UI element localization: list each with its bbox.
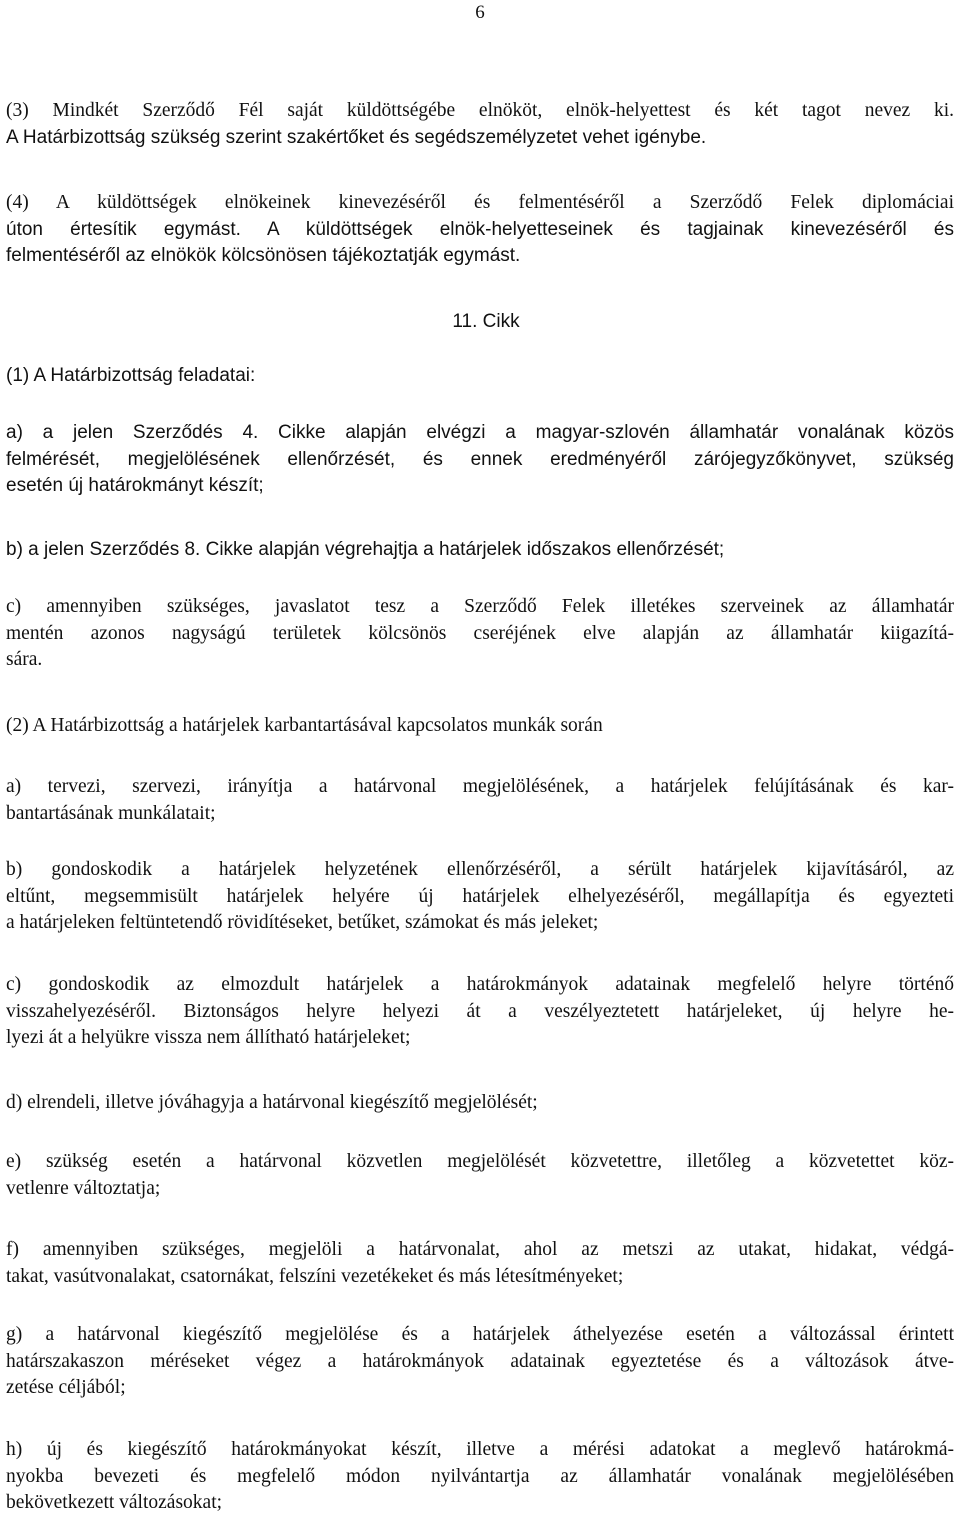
paragraph-line: sára. (6, 649, 43, 670)
paragraph-line: a határjeleken feltüntetendő rövidítéseket, betűket, számokat és más jeleket; (6, 912, 599, 933)
paragraph-2f (6, 1237, 954, 1290)
paragraph-line: zetése céljából; (6, 1377, 126, 1398)
paragraph-line: takat, vasútvonalakat, csatornákat, felszíni vezetékeket és más létesítményeket; (6, 1265, 624, 1287)
paragraph-line: visszahelyezéséről. Biztonságos helyre helyezi át a veszélyeztetett határjeleket, új helyre he- (6, 1000, 954, 1022)
paragraph-line: a) a jelen Szerződés 4. Cikke alapján elvégzi a magyar-szlovén államhatár vonalának közös (6, 422, 954, 443)
paragraph-line: b) gondoskodik a határjelek helyzetének ellenőrzéséről, a sérült határjelek kijavításáról, az (6, 859, 954, 880)
section-1-intro: (1) A Határbizottság feladatai: (6, 365, 256, 386)
paragraph-line: g) a határvonal kiegészítő megjelölése és a határjelek áthelyezése esetén a változással érintett (6, 1324, 954, 1345)
paragraph-line: bekövetkezett változásokat; (6, 1492, 223, 1513)
paragraph-line: (3) Mindkét Szerződő Fél saját küldöttségébe elnököt, elnök-helyettest és két tagot nevez ki. (6, 100, 954, 121)
paragraph-line: c) gondoskodik az elmozdult határjelek a határokmányok adatainak megfelelő helyre történő (6, 974, 954, 995)
paragraph-line: c) amennyiben szükséges, javaslatot tesz a Szerződő Felek illetékes szerveinek az államhatár (6, 596, 954, 617)
page-number: 6 (475, 2, 485, 23)
paragraph-line: mentén azonos nagyságú területek kölcsönös cseréjének elve alapján az államhatár kiigazítá- (6, 622, 954, 644)
paragraph-2c (6, 972, 954, 1052)
paragraph-line: (2) A Határbizottság a határjelek karbantartásával kapcsolatos munkák során (6, 715, 603, 736)
paragraph-1b: b) a jelen Szerződés 8. Cikke alapján végrehajtja a határjelek időszakos ellenőrzését; (6, 539, 725, 560)
paragraph-line: h) új és kiegészítő határokmányokat készít, illetve a mérési adatokat a meglevő határokmá- (6, 1439, 954, 1460)
section-2-intro (6, 713, 954, 740)
paragraph-line: d) elrendeli, illetve jóváhagyja a határvonal kiegészítő megjelölését; (6, 1092, 538, 1113)
paragraph-line: f) amennyiben szükséges, megjelöli a határvonalat, ahol az metszi az utakat, hidakat, védgá- (6, 1239, 954, 1260)
paragraph-line: a) tervezi, szervezi, irányítja a határvonal megjelölésének, a határjelek felújításának és kar- (6, 776, 954, 797)
article-heading: 11. Cikk (452, 311, 520, 332)
paragraph-line: bantartásának munkálatait; (6, 802, 216, 824)
paragraph-4 (6, 190, 954, 270)
paragraph-line: nyokba bevezeti és megfelelő módon nyilvántartja az államhatár vonalának megjelölésében (6, 1465, 954, 1487)
paragraph-line: úton értesítik egymást. A küldöttségek elnök-helyetteseinek és tagjainak kinevezéséről és (6, 218, 954, 240)
paragraph-line: e) szükség esetén a határvonal közvetlen megjelölését közvetettre, illetőleg a közvetettet köz- (6, 1151, 954, 1172)
paragraph-line: (4) A küldöttségek elnökeinek kinevezéséről és felmentéséről a Szerződő Felek diplomáciai (6, 192, 954, 213)
paragraph-1a (6, 420, 954, 500)
paragraph-2e (6, 1149, 954, 1202)
paragraph-line: eltűnt, megsemmisült határjelek helyére új határjelek elhelyezéséről, megállapítja és egyezteti (6, 885, 954, 907)
paragraph-line: esetén új határokmányt készít; (6, 475, 264, 496)
paragraph-line: felmentéséről az elnökök kölcsönösen tájékoztatják egymást. (6, 245, 521, 266)
paragraph-3 (6, 98, 954, 151)
paragraph-line: felmérését, megjelölésének ellenőrzését, és ennek eredményéről zárójegyzőkönyvet, szükség (6, 448, 954, 470)
paragraph-line: vetlenre változtatja; (6, 1177, 161, 1199)
paragraph-2d (6, 1090, 954, 1117)
paragraph-2a (6, 774, 954, 827)
paragraph-2b (6, 857, 954, 937)
paragraph-1c (6, 594, 954, 674)
paragraph-2h (6, 1437, 954, 1517)
paragraph-line: lyezi át a helyükre vissza nem állítható határjeleket; (6, 1027, 411, 1048)
paragraph-2g (6, 1322, 954, 1402)
paragraph-line: A Határbizottság szükség szerint szakértőket és segédszemélyzetet vehet igénybe. (6, 126, 707, 148)
paragraph-line: határszakaszon méréseket végez a határokmányok adatainak egyeztetése és a változások átve- (6, 1350, 954, 1372)
